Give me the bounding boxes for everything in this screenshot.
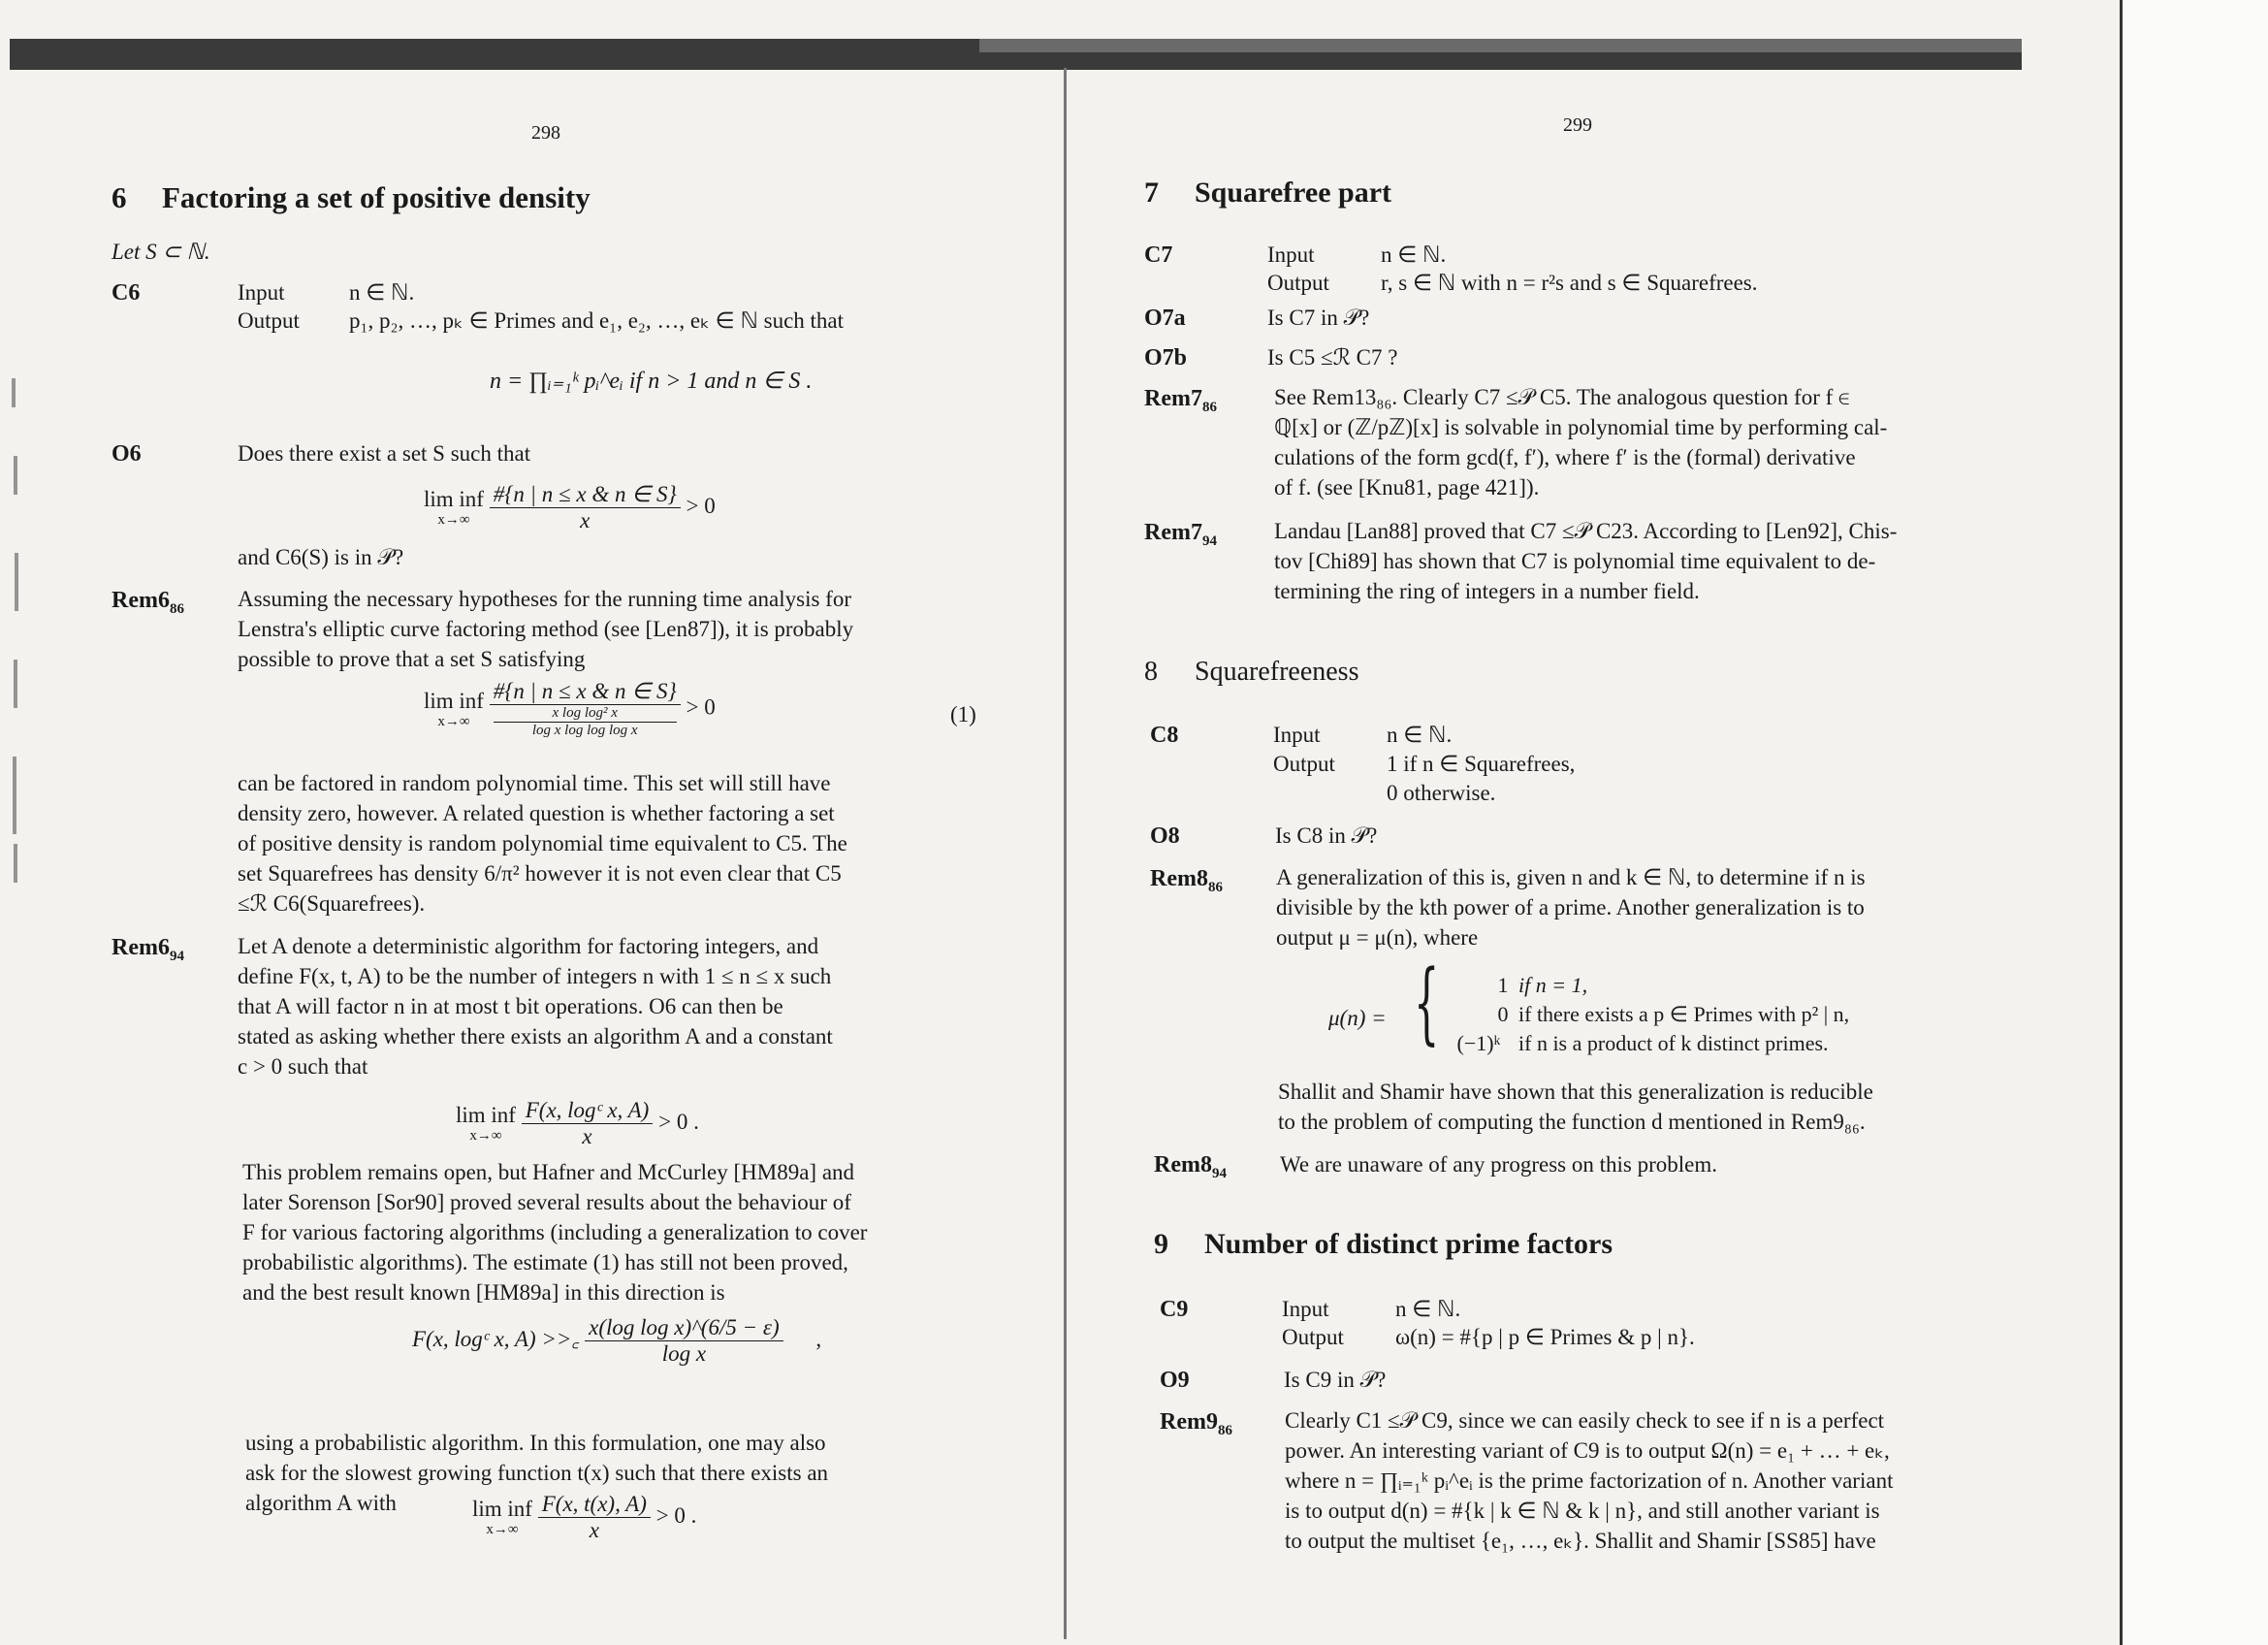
rem7-94-para: [1274, 516, 2016, 606]
section-number: 8: [1144, 657, 1158, 687]
page-number: 299: [1563, 114, 1592, 136]
denominator: log x: [661, 1341, 707, 1366]
label-sub: 94: [169, 948, 184, 964]
section-number: 6: [112, 180, 127, 214]
case-condition: if n = 1,: [1518, 973, 1588, 997]
denominator: x: [582, 1124, 592, 1148]
lim-sub: x→∞: [437, 713, 470, 729]
para-line: set Squarefrees has density 6/π² however it is not even clear that C5: [238, 861, 842, 886]
rhs: > 0: [686, 493, 716, 518]
c8-output: [1273, 752, 1575, 777]
rem6-94-para1: [238, 931, 984, 1081]
numerator: #{n | n ≤ x & n ∈ S}: [490, 679, 681, 705]
lim-inf: lim inf: [424, 487, 484, 511]
case-condition: if there exists a p ∈ Primes with p² | n,: [1518, 1002, 1850, 1026]
label-text: Rem8: [1150, 866, 1208, 891]
case-value: 0: [1497, 1002, 1509, 1026]
rem8-86-label: [1150, 866, 1223, 896]
rem7-94-label: [1144, 520, 1217, 550]
input-value: n ∈ ℕ.: [1387, 723, 1453, 747]
output-value: ω(n) = #{p | p ∈ Primes & p | n}.: [1395, 1325, 1695, 1349]
output-key: Output: [1273, 752, 1335, 776]
rem8-94-text: We are unaware of any progress on this problem.: [1280, 1152, 1717, 1177]
scan-mark: [14, 660, 17, 708]
c8-input: [1273, 723, 1452, 748]
rem6-86-para1: [238, 584, 984, 674]
para-line: ask for the slowest growing function t(x) such that there exists an: [245, 1461, 829, 1485]
lim-inf: lim inf: [424, 688, 484, 713]
rem6-86-label: [112, 588, 184, 618]
para-line: density zero, however. A related question is whether factoring a set: [238, 801, 835, 825]
para-line: Let A denote a deterministic algorithm for factoring integers, and: [238, 934, 819, 958]
rem6-94-limit-formula: [456, 1098, 699, 1149]
para-line: to output the multiset {e₁, …, eₖ}. Shallit and Shamir [SS85] have: [1285, 1529, 1876, 1553]
para-line: using a probabilistic algorithm. In this formulation, one may also: [245, 1431, 826, 1455]
output-value: p₁, p₂, …, pₖ ∈ Primes and e₁, e₂, …, eₖ ∈ ℕ such that: [349, 308, 845, 333]
c7-output: [1267, 271, 1758, 296]
para-line: output μ = μ(n), where: [1276, 925, 1479, 950]
output-value: r, s ∈ ℕ with n = r²s and s ∈ Squarefrees.: [1381, 271, 1758, 295]
para-line: termining the ring of integers in a number field.: [1274, 579, 1700, 603]
para-line: divisible by the kth power of a prime. Another generalization is to: [1276, 895, 1865, 919]
numerator: F(x, logᶜ x, A): [522, 1098, 654, 1124]
label-text: Rem6: [112, 935, 170, 960]
case-condition: if n is a product of k distinct primes.: [1518, 1031, 1829, 1055]
label-sub: 94: [1201, 532, 1217, 549]
rem8-94-label: [1154, 1152, 1227, 1182]
input-value: n ∈ ℕ.: [1395, 1297, 1461, 1321]
section-number: 9: [1154, 1228, 1168, 1260]
scan-mark: [13, 757, 16, 834]
c7-label: C7: [1144, 242, 1173, 268]
numerator: F(x, t(x), A): [538, 1492, 651, 1518]
para-line: and the best result known [HM89a] in this direction is: [242, 1280, 725, 1305]
para-line: of f. (see [Knu81, page 421]).: [1274, 475, 1540, 500]
rem6-86-limit-formula: [424, 679, 716, 739]
case-value: 1: [1497, 973, 1509, 997]
estimate-lhs: F(x, logᶜ x, A) >>꜀: [412, 1326, 580, 1351]
c9-label: C9: [1160, 1297, 1189, 1322]
rem6-94-para2: [242, 1157, 984, 1307]
rhs: > 0 .: [658, 1109, 699, 1134]
lim-sub: x→∞: [437, 512, 470, 528]
label-sub: 86: [1201, 399, 1217, 415]
label-sub: 86: [1217, 1422, 1232, 1438]
para-line: is to output d(n) = #{k | k ∈ ℕ & k | n}, and still another variant is: [1285, 1499, 1880, 1523]
para-line: to the problem of computing the function d mentioned in Rem9₈₆.: [1278, 1110, 1866, 1134]
lim-sub: x→∞: [486, 1522, 519, 1537]
para-line: where n = ∏ᵢ₌₁ᵏ pᵢ^eᵢ is the prime factorization of n. Another variant: [1285, 1468, 1894, 1493]
para-line: A generalization of this is, given n and k ∈ ℕ, to determine if n is: [1276, 865, 1866, 889]
o6-label: O6: [112, 441, 142, 467]
scan-top-bar-highlight: [979, 39, 2022, 52]
rem7-86-para: [1274, 382, 2016, 502]
section-title-text: Squarefree part: [1195, 177, 1392, 209]
numerator: x(log log x)^(6/5 − ε): [585, 1315, 783, 1341]
c7-input: [1267, 242, 1446, 268]
scan-mark: [12, 378, 16, 407]
para-line: define F(x, t, A) to be the number of integers n with 1 ≤ n ≤ x such: [238, 964, 832, 988]
rem6-94-final-formula: [472, 1492, 696, 1543]
rem9-86-para: [1285, 1405, 2027, 1556]
page-number: 298: [531, 122, 560, 144]
para-line: possible to prove that a set S satisfying: [238, 647, 586, 671]
para-line: probabilistic algorithms). The estimate (1) has still not been proved,: [242, 1250, 848, 1274]
section-title: [1144, 657, 1358, 688]
output-value: 1 if n ∈ Squarefrees,: [1387, 752, 1576, 776]
para-line: of positive density is random polynomial time equivalent to C5. The: [238, 831, 847, 855]
sub-denominator: log x log log log x: [531, 723, 638, 738]
case-value: (−1)ᵏ: [1456, 1031, 1501, 1055]
rhs: > 0 .: [655, 1502, 697, 1528]
section-title-text: Factoring a set of positive density: [162, 180, 591, 214]
c9-input: [1282, 1297, 1460, 1322]
label-text: Rem9: [1160, 1409, 1218, 1435]
label-text: Rem7: [1144, 520, 1202, 545]
para-line: c > 0 such that: [238, 1054, 368, 1079]
o7b-label: O7b: [1144, 345, 1188, 371]
output-key: Output: [1282, 1325, 1344, 1349]
output-key: Output: [238, 308, 300, 333]
scan-mark: [15, 553, 18, 611]
rem6-86-para2: [238, 768, 984, 919]
sub-numerator: x log log² x: [494, 705, 677, 723]
para-line: Assuming the necessary hypotheses for the running time analysis for: [238, 587, 852, 611]
section-title: [112, 180, 591, 215]
para-line: tov [Chi89] has shown that C7 is polynomial time equivalent to de-: [1274, 549, 1876, 573]
label-text: Rem6: [112, 588, 170, 613]
denominator: x: [589, 1518, 599, 1542]
para-line: Lenstra's elliptic curve factoring method (see [Len87]), it is probably: [238, 617, 854, 641]
book-spine: [1064, 68, 1067, 1639]
intro-line: Let S ⊂ ℕ.: [112, 240, 210, 264]
label-sub: 86: [169, 600, 184, 617]
para-line: later Sorenson [Sor90] proved several results about the behaviour of: [242, 1190, 851, 1214]
section-title: [1154, 1228, 1613, 1261]
input-value: n ∈ ℕ.: [349, 280, 415, 305]
para-line: can be factored in random polynomial time. This set will still have: [238, 771, 831, 795]
rhs: > 0: [686, 694, 716, 720]
c8-label: C8: [1150, 723, 1179, 748]
input-value: n ∈ ℕ.: [1381, 242, 1447, 267]
para-line: Clearly C1 ≤𝒫 C9, since we can easily check to see if n is a perfect: [1285, 1408, 1885, 1433]
scan-right-edge: [2120, 0, 2268, 1645]
o7a-label: O7a: [1144, 306, 1186, 331]
para-line: This problem remains open, but Hafner and McCurley [HM89a] and: [242, 1160, 855, 1184]
o7a-text: Is C7 in 𝒫?: [1267, 306, 1370, 330]
input-key: Input: [1273, 723, 1321, 747]
para-line: power. An interesting variant of C9 is to output Ω(n) = e₁ + … + eₖ,: [1285, 1438, 1890, 1463]
scan-mark: [14, 456, 17, 495]
cases-brace: {: [1414, 951, 1440, 1054]
c6-product-formula: n = ∏ᵢ₌₁ᵏ pᵢ^eᵢ if n > 1 and n ∈ S .: [490, 369, 813, 394]
o6-followup: and C6(S) is in 𝒫?: [238, 545, 404, 569]
c8-output-2: 0 otherwise.: [1387, 781, 1496, 805]
section-title-text: Number of distinct prime factors: [1204, 1228, 1613, 1260]
estimate-tail: ,: [815, 1326, 822, 1351]
lim-inf: lim inf: [472, 1497, 532, 1521]
label-sub: 86: [1207, 879, 1223, 895]
section-title-text: Squarefreeness: [1195, 657, 1359, 687]
para-line: See Rem13₈₆. Clearly C7 ≤𝒫 C5. The analogous question for f ∈: [1274, 385, 1850, 409]
mu-lhs: μ(n) =: [1328, 1006, 1387, 1030]
label-text: Rem8: [1154, 1152, 1212, 1177]
lim-sub: x→∞: [469, 1128, 502, 1144]
numerator: #{n | n ≤ x & n ∈ S}: [490, 482, 681, 508]
denominator: x: [580, 508, 591, 532]
section-title: [1144, 177, 1391, 210]
rem6-94-estimate-formula: [412, 1315, 821, 1367]
para-line: algorithm A with: [245, 1491, 397, 1515]
section-number: 7: [1144, 177, 1159, 209]
para-line: Landau [Lan88] proved that C7 ≤𝒫 C23. According to [Len92], Chis-: [1274, 519, 1898, 543]
o9-label: O9: [1160, 1368, 1190, 1393]
input-key: Input: [1282, 1297, 1329, 1321]
lim-inf: lim inf: [456, 1103, 516, 1127]
o9-text: Is C9 in 𝒫?: [1284, 1368, 1387, 1392]
input-key: Input: [238, 280, 285, 305]
para-line: ℚ[x] or (ℤ/pℤ)[x] is solvable in polynomial time by performing cal-: [1274, 415, 1888, 439]
rem8-86-para2: [1278, 1077, 2020, 1137]
c6-input: [238, 280, 414, 306]
para-line: F for various factoring algorithms (including a generalization to cover: [242, 1220, 868, 1244]
o8-label: O8: [1150, 823, 1180, 849]
scan-mark: [14, 844, 17, 883]
rem8-86-para: [1276, 862, 2018, 952]
label-sub: 94: [1211, 1165, 1227, 1181]
rem7-86-label: [1144, 386, 1217, 416]
equation-number: (1): [950, 702, 976, 726]
label-text: Rem7: [1144, 386, 1202, 411]
o7b-text: Is C5 ≤ℛ C7 ?: [1267, 345, 1398, 370]
input-key: Input: [1267, 242, 1315, 267]
para-line: that A will factor n in at most t bit operations. O6 can then be: [238, 994, 783, 1018]
rem9-86-label: [1160, 1409, 1232, 1439]
output-key: Output: [1267, 271, 1329, 295]
c9-output: [1282, 1325, 1695, 1350]
rem6-94-label: [112, 935, 184, 965]
o8-text: Is C8 in 𝒫?: [1275, 823, 1378, 848]
o6-limit-formula: [424, 482, 716, 533]
para-line: Shallit and Shamir have shown that this generalization is reducible: [1278, 1080, 1873, 1104]
para-line: ≤ℛ C6(Squarefrees).: [238, 891, 426, 916]
c6-output: [238, 308, 844, 334]
para-line: stated as asking whether there exists an algorithm A and a constant: [238, 1024, 833, 1048]
o6-question: Does there exist a set S such that: [238, 441, 531, 466]
para-line: culations of the form gcd(f, f′), where f′ is the (formal) derivative: [1274, 445, 1856, 469]
c6-label: C6: [112, 280, 141, 306]
